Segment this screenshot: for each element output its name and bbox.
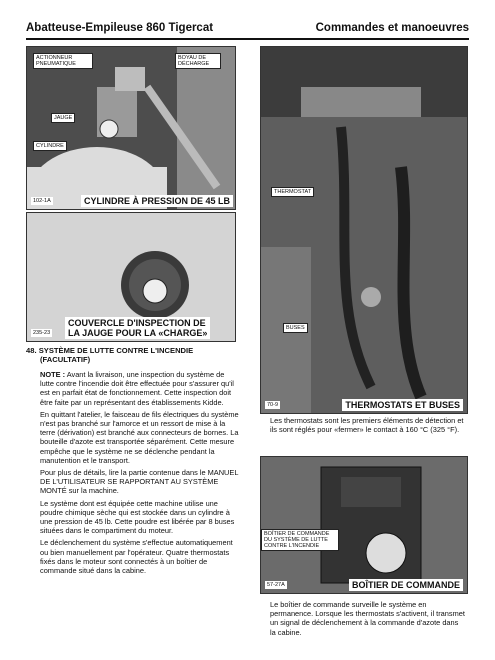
figure-number: 235-23 [33, 330, 51, 336]
note-paragraph [40, 370, 240, 407]
thermostat-description: Les thermostats sont les premiers éléments de détection et ils sont réglés pour «fermer» le contact à 160 °C (325 °F). [270, 416, 464, 435]
right-paragraph-2 [270, 600, 466, 640]
body-paragraph-1: En quittant l'atelier, le faisceau de fils électriques du système n'est pas branché sur l'amorce et un ressort de mise à la terre (dérivation) est branché aux connecteurs de bornes. La bouteille d'azote est transportée séparément. Cette mesure empêche que le système ne se déclenche pendant la manutention et le transport. [40, 409, 239, 465]
body-paragraph-4: Le déclenchement du système s'effectue automatiquement ou bien manuellement par l'opérateur. Quatre thermostats fixés dans le moteur sont connectés à un boîtier de commande situé dans la cabine. [40, 538, 233, 576]
figure-thermostats-nozzles [260, 46, 468, 414]
label-nozzles: BUSES [283, 323, 308, 333]
cylinder-photo-illustration [27, 47, 235, 209]
control-box-description: Le boîtier de commande surveille le système en permanence. Lorsque les thermostats s'activent, il transmet un signal de déclenchement à la commande d'azote dans la cabine. [270, 600, 465, 637]
section-title-line-1: SYSTÈME DE LUTTE CONTRE L'INCENDIE [38, 346, 194, 355]
label-thermostat: THERMOSTAT [271, 187, 314, 197]
note-text: Avant la livraison, une inspection du système de lutte contre l'incendie doit être effectuée pour s'assurer qu'il est en parfait état de fonctionnement. Cette inspection doit être faite par un représentant des établissements Kidde. [40, 370, 234, 407]
caption-line-2: LA JAUGE POUR LA «CHARGE» [68, 328, 208, 338]
caption-line-1: COUVERCLE D'INSPECTION DE [68, 318, 206, 328]
label-fire-control-box: BOÎTIER DE COMMANDE DU SYSTÈME DE LUTTE CONTRE L'INCENDIE [261, 529, 339, 551]
label-gauge: JAUGE [51, 113, 75, 123]
figure-pressure-cylinder [26, 46, 236, 210]
note-label: NOTE : [40, 370, 66, 379]
right-paragraph-1 [270, 416, 466, 437]
control-box-photo-illustration [261, 457, 467, 593]
header-rule [26, 38, 469, 40]
figure-number: 70-9 [267, 402, 279, 408]
header-right-title: Commandes et manoeuvres [315, 22, 469, 34]
header-left-title: Abatteuse-Empileuse 860 Tigercat [26, 22, 214, 34]
figure-caption: THERMOSTATS ET BUSES [342, 399, 463, 411]
figure-control-box [260, 456, 468, 594]
engine-photo-illustration [261, 47, 467, 413]
section-body [40, 370, 240, 578]
body-paragraph-2: Pour plus de détails, lire la partie contenue dans le MANUEL DE L'UTILISATEUR SE RAPPORTANT AU SYSTÈME MONTÉ sur la machine. [40, 468, 239, 496]
figure-caption: CYLINDRE À PRESSION DE 45 LB [81, 195, 233, 207]
figure-number: 102-1A [33, 198, 51, 204]
figure-number: 57-27A [267, 582, 285, 588]
section-number: 48. [26, 346, 37, 355]
label-cylinder: CYLINDRE [33, 141, 67, 151]
figure-caption: BOÎTIER DE COMMANDE [349, 579, 463, 591]
label-pneumatic-actuator: ACTIONNEUR PNEUMATIQUE [33, 53, 93, 69]
section-heading [26, 346, 246, 364]
body-paragraph-3: Le système dont est équipée cette machine utilise une poudre chimique sèche qui est stockée dans un cylindre à une pression de 45 lb. Cette poudre est libérée par 8 buses situées dans le compartiment du moteur. [40, 498, 235, 536]
figure-gauge-inspection-cover [26, 212, 236, 342]
label-discharge-hose: BOYAU DE DÉCHARGE [175, 53, 221, 69]
section-title-line-2: (FACULTATIF) [40, 355, 91, 364]
figure-caption [65, 317, 210, 339]
